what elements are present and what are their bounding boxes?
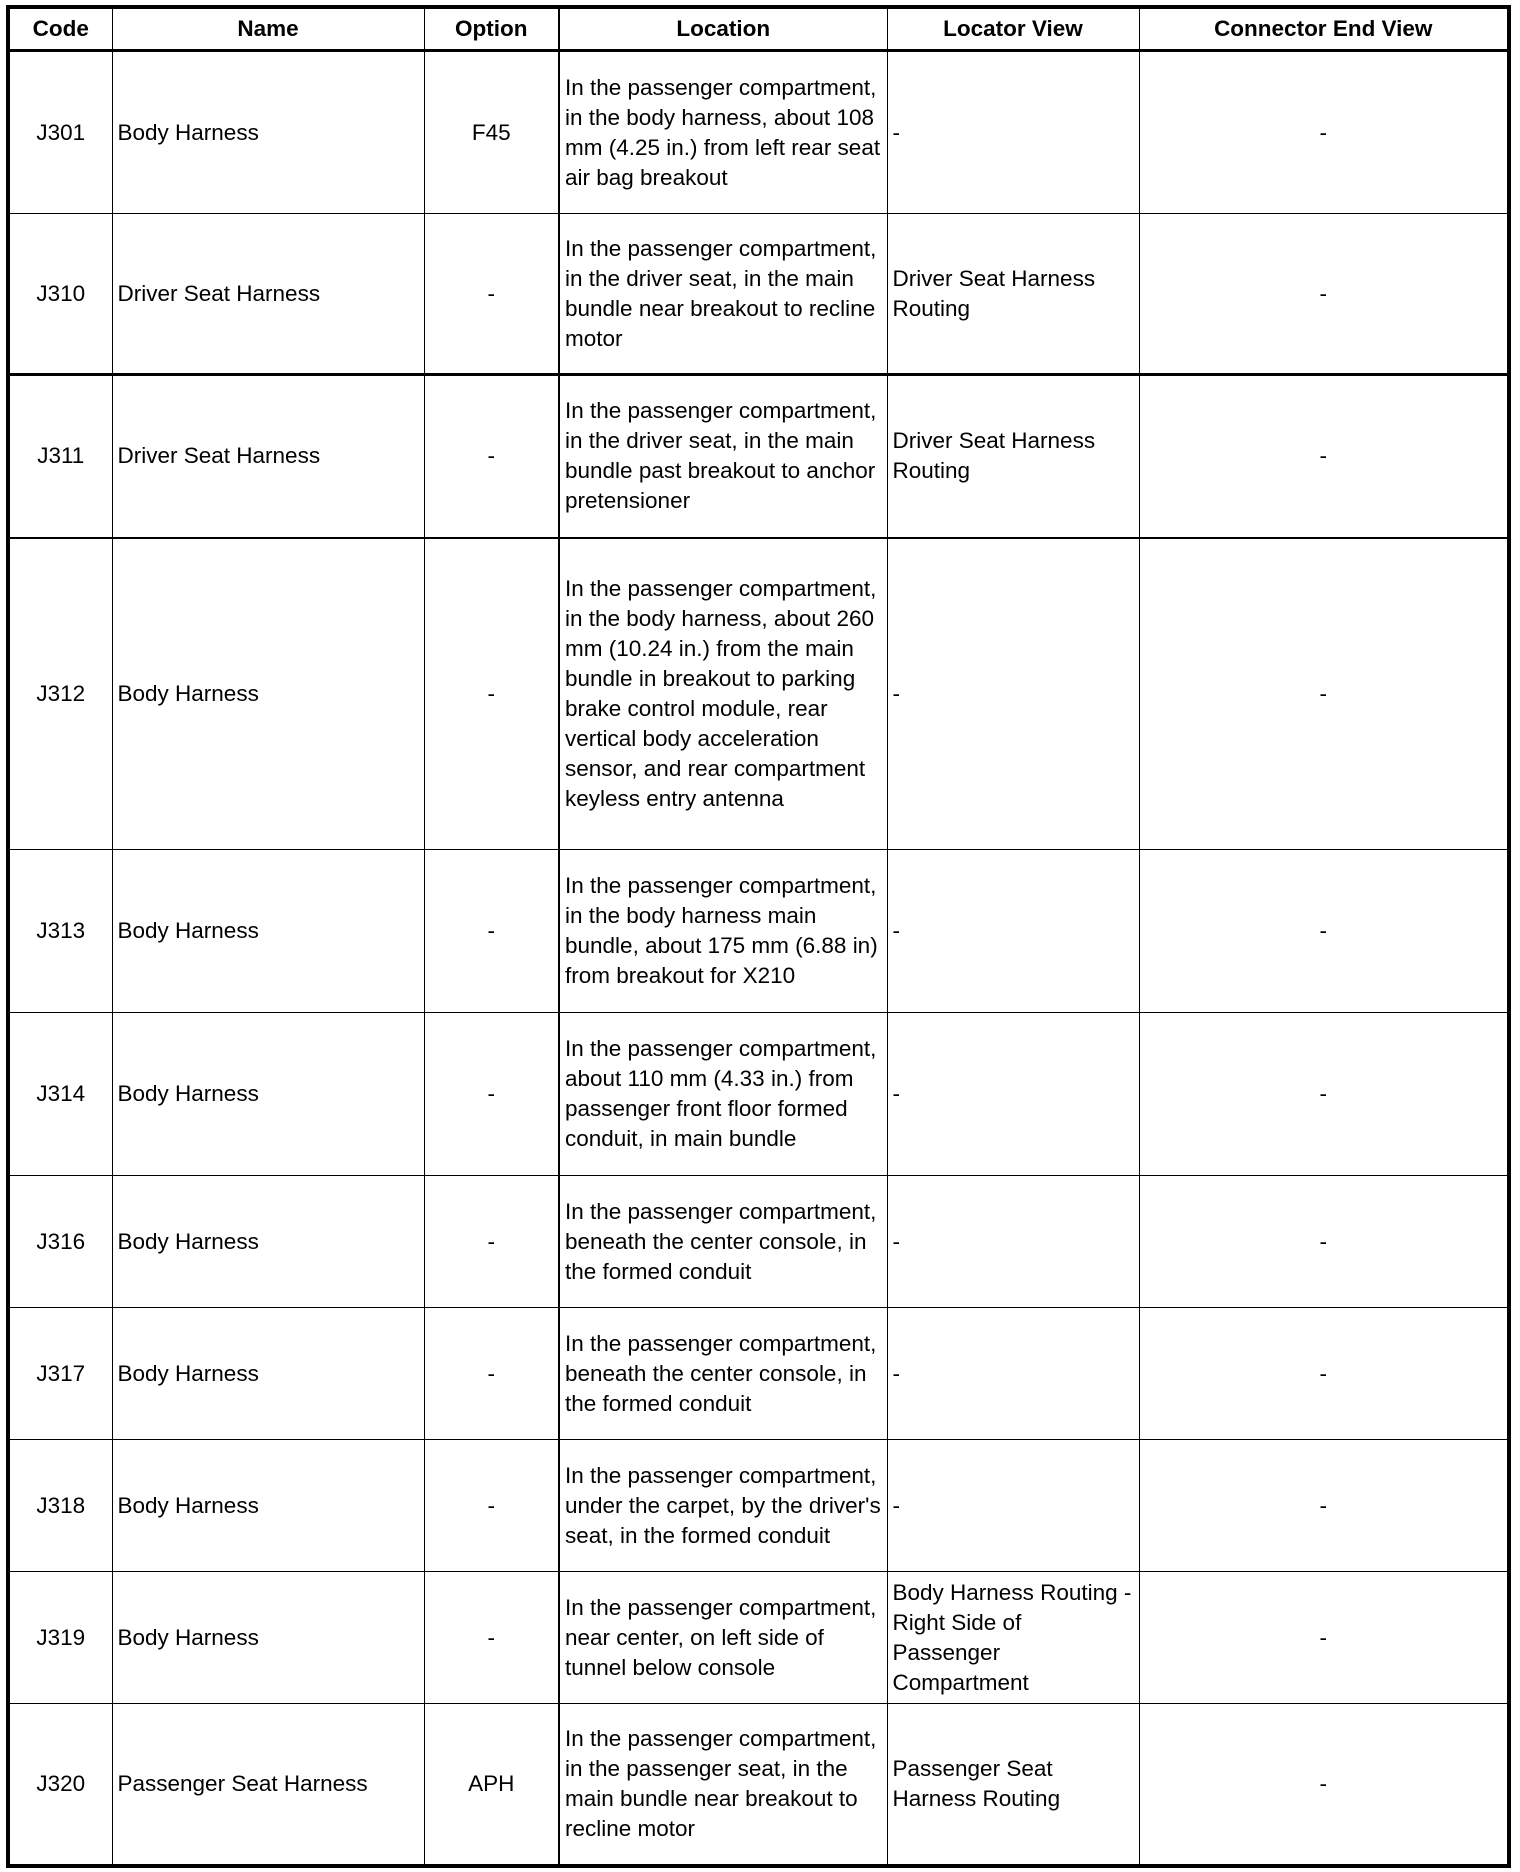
cell-location: In the passenger compartment, in the driver seat, in the main bundle near breakout to recline motor	[559, 214, 887, 375]
cell-option: -	[424, 850, 559, 1013]
cell-locator-view: -	[887, 850, 1139, 1013]
cell-locator-view: Passenger Seat Harness Routing	[887, 1704, 1139, 1866]
cell-name: Body Harness	[112, 1013, 424, 1176]
cell-locator-view: -	[887, 1308, 1139, 1440]
cell-locator-view: -	[887, 51, 1139, 214]
cell-connector-end-view: -	[1139, 1013, 1509, 1176]
cell-code: J313	[8, 850, 112, 1013]
table-row	[8, 51, 1509, 214]
cell-name: Driver Seat Harness	[112, 375, 424, 538]
cell-option: -	[424, 1013, 559, 1176]
table-row	[8, 1308, 1509, 1440]
cell-code: J316	[8, 1176, 112, 1308]
cell-option: -	[424, 1440, 559, 1572]
cell-option: -	[424, 1176, 559, 1308]
cell-connector-end-view: -	[1139, 538, 1509, 850]
cell-locator-view: Driver Seat Harness Routing	[887, 375, 1139, 538]
cell-option: -	[424, 375, 559, 538]
cell-location: In the passenger compartment, about 110 mm (4.33 in.) from passenger front floor formed conduit, in main bundle	[559, 1013, 887, 1176]
cell-name: Body Harness	[112, 1176, 424, 1308]
cell-code: J318	[8, 1440, 112, 1572]
splice-pack-table	[6, 5, 1511, 1868]
table-row	[8, 850, 1509, 1013]
table-row	[8, 538, 1509, 850]
cell-locator-view: Driver Seat Harness Routing	[887, 214, 1139, 375]
cell-location: In the passenger compartment, in the body harness, about 108 mm (4.25 in.) from left rear seat air bag breakout	[559, 51, 887, 214]
table-row	[8, 375, 1509, 538]
table-row	[8, 1176, 1509, 1308]
cell-connector-end-view: -	[1139, 1440, 1509, 1572]
cell-code: J319	[8, 1572, 112, 1704]
cell-name: Body Harness	[112, 51, 424, 214]
cell-location: In the passenger compartment, in the body harness, about 260 mm (10.24 in.) from the main bundle in breakout to parking brake control module, rear vertical body acceleration sensor, and rear compartment keyless entry antenna	[559, 538, 887, 850]
cell-name: Driver Seat Harness	[112, 214, 424, 375]
cell-location: In the passenger compartment, beneath the center console, in the formed conduit	[559, 1308, 887, 1440]
cell-code: J311	[8, 375, 112, 538]
cell-option: -	[424, 1572, 559, 1704]
cell-code: J312	[8, 538, 112, 850]
cell-option: F45	[424, 51, 559, 214]
cell-code: J301	[8, 51, 112, 214]
header-row	[8, 7, 1509, 51]
table-row	[8, 1013, 1509, 1176]
cell-name: Passenger Seat Harness	[112, 1704, 424, 1866]
cell-location: In the passenger compartment, under the carpet, by the driver's seat, in the formed conduit	[559, 1440, 887, 1572]
cell-connector-end-view: -	[1139, 1308, 1509, 1440]
cell-locator-view: -	[887, 1176, 1139, 1308]
cell-connector-end-view: -	[1139, 1176, 1509, 1308]
cell-code: J320	[8, 1704, 112, 1866]
cell-connector-end-view: -	[1139, 850, 1509, 1013]
cell-code: J317	[8, 1308, 112, 1440]
cell-name: Body Harness	[112, 850, 424, 1013]
cell-name: Body Harness	[112, 1572, 424, 1704]
cell-name: Body Harness	[112, 538, 424, 850]
cell-locator-view: -	[887, 538, 1139, 850]
cell-connector-end-view: -	[1139, 1704, 1509, 1866]
cell-location: In the passenger compartment, in the passenger seat, in the main bundle near breakout to recline motor	[559, 1704, 887, 1866]
cell-option: APH	[424, 1704, 559, 1866]
cell-connector-end-view: -	[1139, 375, 1509, 538]
header-locator-view: Locator View	[887, 7, 1139, 51]
header-connector-end-view: Connector End View	[1139, 7, 1509, 51]
table-row	[8, 214, 1509, 375]
cell-locator-view: Body Harness Routing - Right Side of Passenger Compartment	[887, 1572, 1139, 1704]
cell-locator-view: -	[887, 1013, 1139, 1176]
cell-code: J314	[8, 1013, 112, 1176]
cell-option: -	[424, 214, 559, 375]
table-row	[8, 1704, 1509, 1866]
table-row	[8, 1572, 1509, 1704]
cell-connector-end-view: -	[1139, 51, 1509, 214]
cell-name: Body Harness	[112, 1440, 424, 1572]
header-name: Name	[112, 7, 424, 51]
header-option: Option	[424, 7, 559, 51]
cell-locator-view: -	[887, 1440, 1139, 1572]
table-row	[8, 1440, 1509, 1572]
cell-name: Body Harness	[112, 1308, 424, 1440]
cell-location: In the passenger compartment, in the driver seat, in the main bundle past breakout to anchor pretensioner	[559, 375, 887, 538]
cell-location: In the passenger compartment, near center, on left side of tunnel below console	[559, 1572, 887, 1704]
header-location: Location	[559, 7, 887, 51]
header-code: Code	[8, 7, 112, 51]
cell-location: In the passenger compartment, in the body harness main bundle, about 175 mm (6.88 in) from breakout for X210	[559, 850, 887, 1013]
cell-option: -	[424, 1308, 559, 1440]
cell-connector-end-view: -	[1139, 1572, 1509, 1704]
cell-location: In the passenger compartment, beneath the center console, in the formed conduit	[559, 1176, 887, 1308]
cell-code: J310	[8, 214, 112, 375]
cell-connector-end-view: -	[1139, 214, 1509, 375]
cell-option: -	[424, 538, 559, 850]
